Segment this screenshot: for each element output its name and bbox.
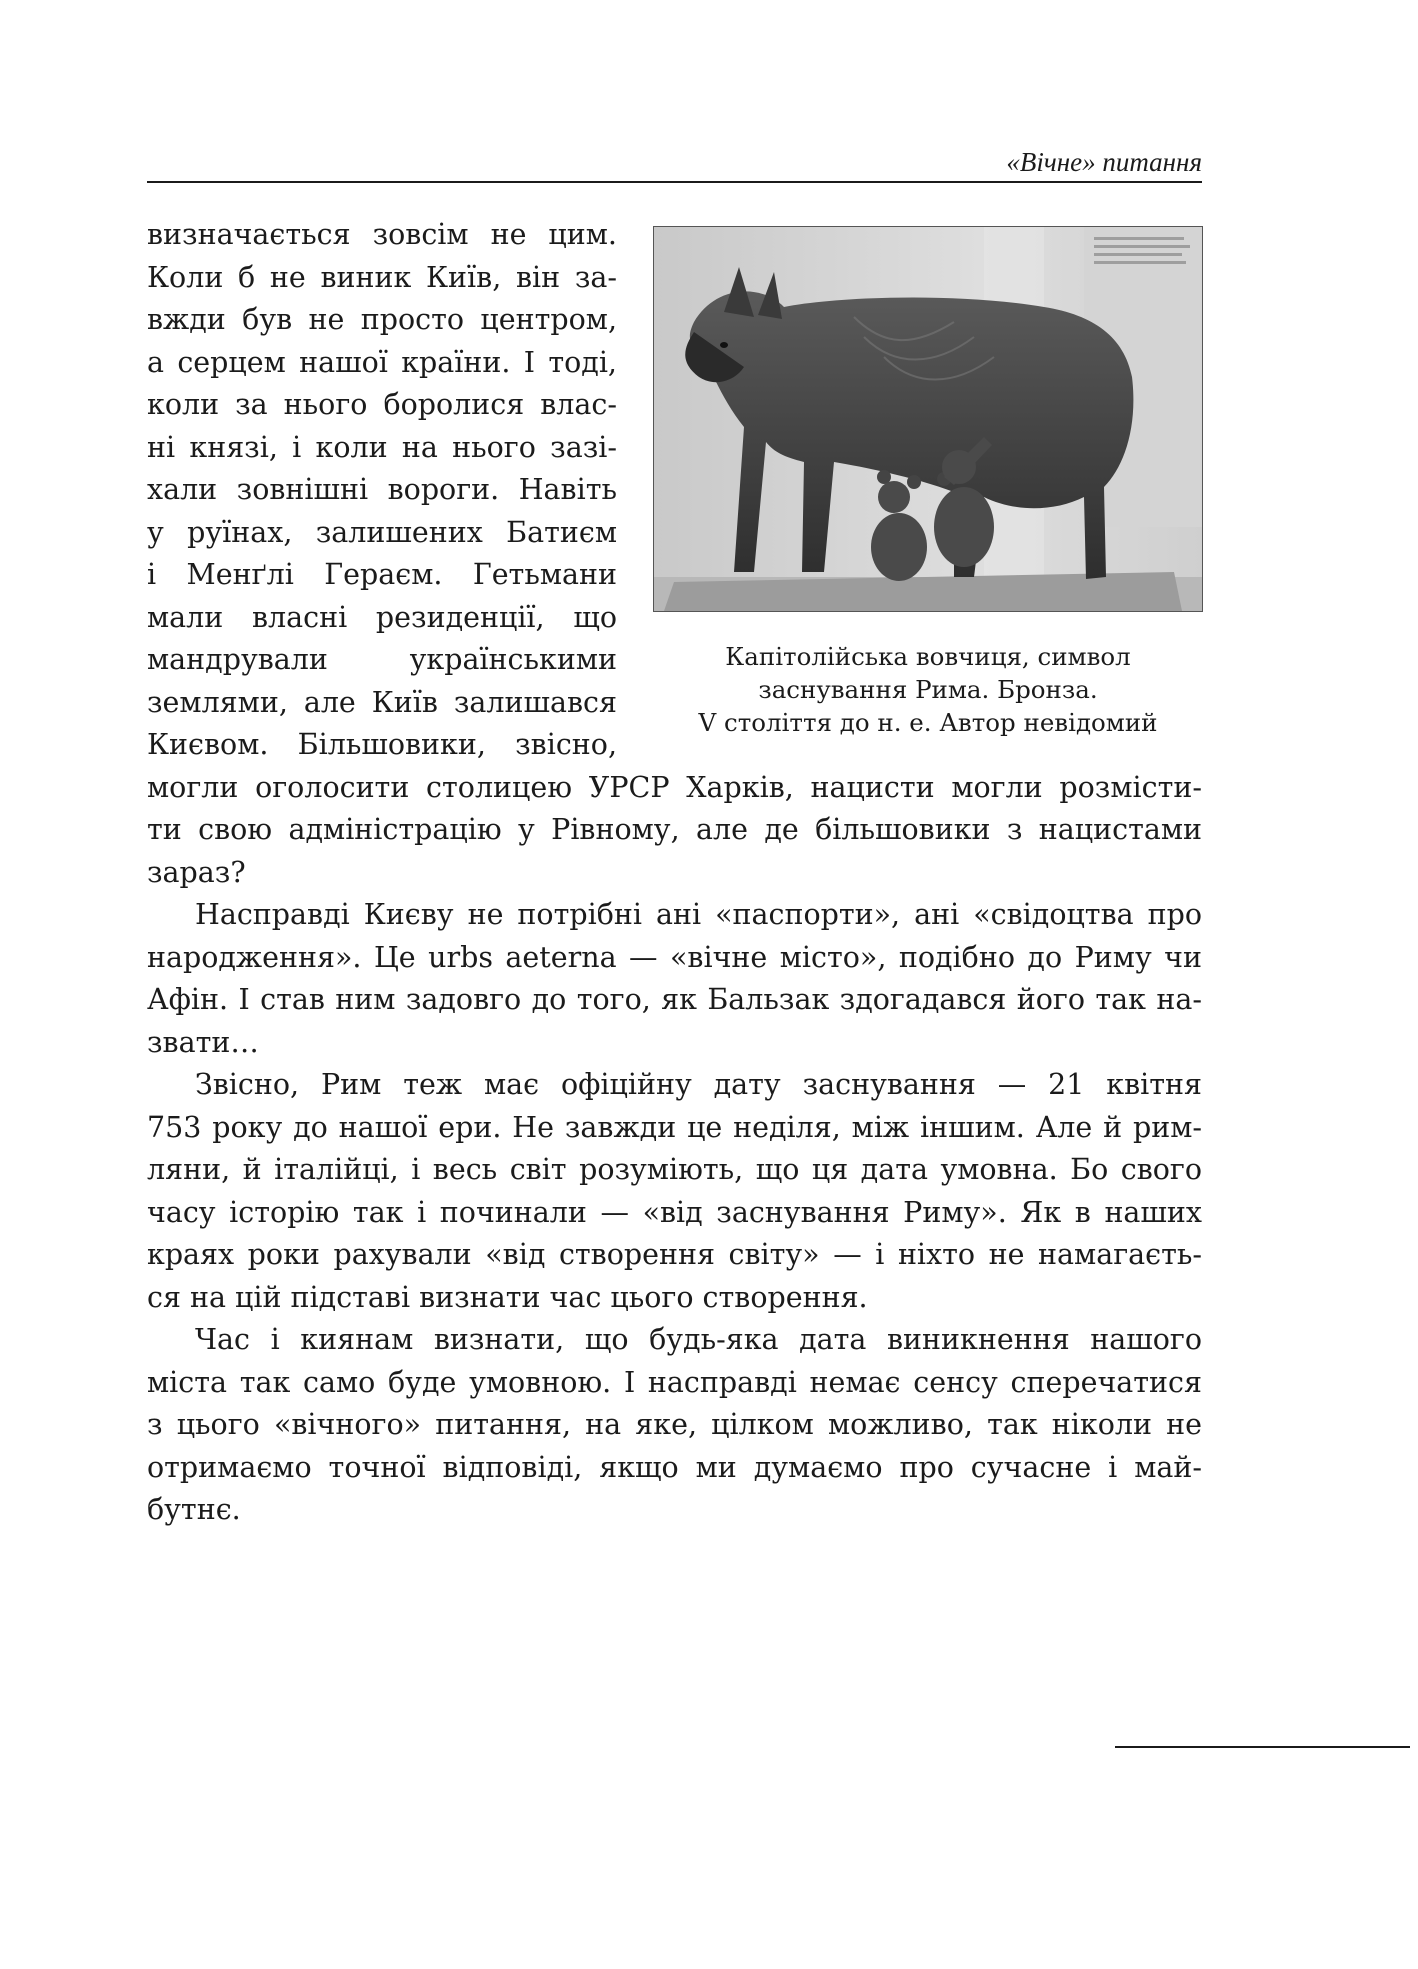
text-line: Звісно, Рим теж має офіційну дату заснування — 21 квітня — [195, 1068, 1202, 1101]
paragraph — [147, 214, 1202, 894]
text-line: бутнє. — [147, 1493, 241, 1526]
footer-rule — [1115, 1746, 1410, 1748]
text-line: визначається зовсім не цим. — [147, 218, 617, 251]
paragraph — [147, 1064, 1202, 1319]
text-line: вжди був не просто центром, — [147, 303, 617, 336]
text-line: Коли б не виник Київ, він за- — [147, 260, 617, 294]
header-rule — [147, 181, 1202, 183]
caption-line: Капітолійська вовчиця, символ — [725, 642, 1131, 671]
running-head: «Вічне» питання — [1006, 147, 1202, 177]
text-line: Час і киянам визнати, що будь-яка дата виникнення нашого — [195, 1323, 1202, 1356]
text-line: землями, але Київ залишався — [147, 685, 617, 719]
text-line: ні князі, і коли на нього зазі- — [147, 430, 617, 464]
paragraph — [147, 1319, 1202, 1532]
text-line: ти свою адміністрацію у Рівному, але де більшовики з нацистами — [147, 813, 1202, 846]
text-line: звати… — [147, 1025, 259, 1059]
text-line: мали власні резиденції, що — [147, 600, 617, 634]
caption-line: заснування Рима. Бронза. — [758, 675, 1098, 704]
text-line: 753 року до нашої ери. Не завжди це неділя, між іншим. Але й рим- — [147, 1110, 1202, 1144]
paragraph — [147, 894, 1202, 1064]
text-line: у руїнах, залишених Батиєм — [147, 515, 617, 549]
text-line: зараз? — [147, 855, 246, 889]
text-line: краях роки рахували «від створення світу» — і ніхто не намагаєть- — [147, 1238, 1202, 1271]
text-line: Насправді Києву не потрібні ані «паспорти», ані «свідоцтва про — [195, 898, 1202, 931]
text-line: ляни, й італійці, і весь світ розуміють, що ця дата умовна. Бо свого — [147, 1153, 1202, 1186]
text-line: ся на цій підставі визнати час цього створення. — [147, 1280, 868, 1314]
text-line: часу історію так і починали — «від заснування Риму». Як в наших — [147, 1195, 1202, 1229]
text-line: коли за нього боролися влас- — [147, 388, 617, 421]
text-line: з цього «вічного» питання, на яке, цілком можливо, так ніколи не — [147, 1408, 1202, 1441]
text-line: а серцем нашої країни. І тоді, — [147, 345, 617, 379]
caption-line: V століття до н. е. Автор невідомий — [698, 708, 1158, 737]
body-text — [147, 214, 1202, 1532]
text-line: міста так само буде умовною. І насправді немає сенсу сперечатися — [147, 1365, 1202, 1399]
text-line: мандрували українськими — [147, 643, 617, 676]
text-line: Києвом. Більшовики, звісно, — [147, 728, 617, 761]
text-line: народження». Це urbs aeterna — «вічне місто», подібно до Риму чи — [147, 940, 1202, 974]
text-line: отримаємо точної відповіді, якщо ми думаємо про сучасне і май- — [147, 1450, 1202, 1484]
text-line: хали зовнішні вороги. Навіть — [147, 473, 617, 506]
text-line: Афін. І став ним задовго до того, як Бальзак здогадався його так на- — [147, 983, 1202, 1016]
text-line: і Менґлі Гераєм. Гетьмани — [147, 558, 617, 591]
text-line: могли оголосити столицею УРСР Харків, нацисти могли розмісти- — [147, 770, 1202, 804]
